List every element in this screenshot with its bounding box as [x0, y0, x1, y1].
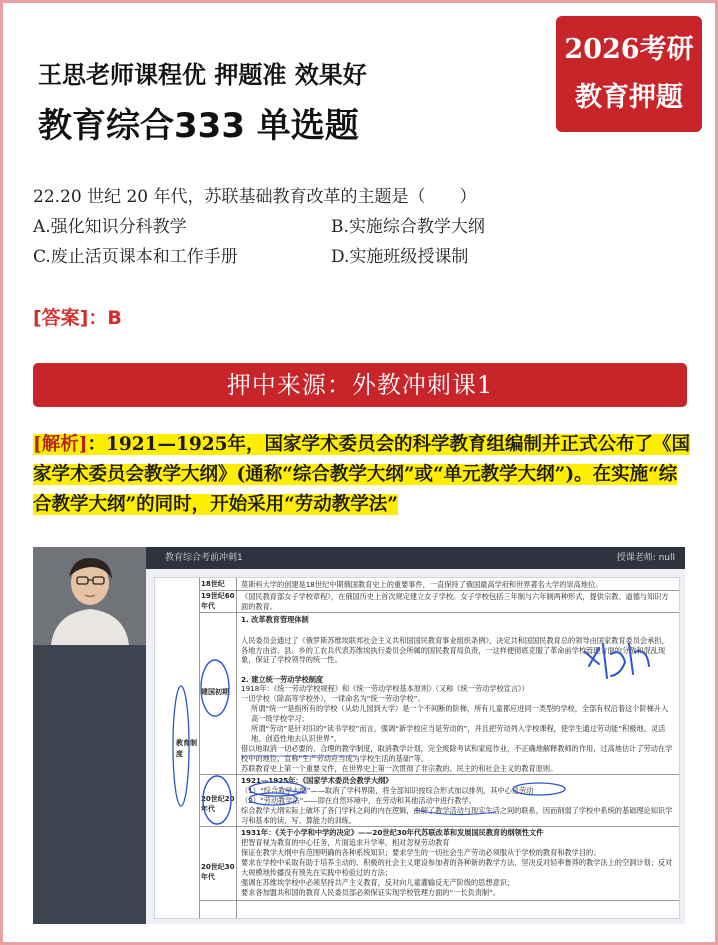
1930s-para-3: 要求在学校中采取有助于培养主动的、积极的社会主义建设参加者的各种新的教学方法，坚决反对轻率鲁莽的教学法上的空洞计划；反对大规模地传播没有预先在实践中检验过的方法；: [241, 858, 673, 877]
answer-value: ：B: [88, 307, 122, 329]
option-b: B.实施综合教学大纲: [331, 217, 485, 237]
option-a: A.强化知识分科教学: [33, 217, 187, 237]
founding-para-5: 借以地取消一切必要的、合理的教学制度，取消教学计划，完全废除考试和家庭作业，不正确地解释教师的作用，过高地估计了劳动在学校中的地位，宣称“生产劳动应当成为学校生活的基础”等。: [241, 744, 673, 763]
founding-para-1: 人民委员会通过了《俄罗斯苏维埃联邦社会主义共和国国民教育事业组织条例》，决定共和国国民教育总的领导由国家教育委员会承担，各地方由省、县、乡的工农兵代表苏维埃执行委员会所属的国民教育局负责，一这样便彻底克服了革命前学校管理方面的分散和混乱现象，保证了学校领导的统一性。: [241, 636, 669, 664]
badge-line-2: 教育押题: [575, 82, 683, 113]
exam-badge: [556, 16, 702, 132]
founding-para-3: 所谓“统一”是指所有的学校（从幼儿园到大学）是一个不间断的阶梯，所有儿童都应进同一类型的学校，全部有权沿着这个阶梯升入高一级学校学习；: [251, 704, 669, 723]
source-bar: 押中来源：外教冲刺课1: [33, 363, 687, 407]
1920s-heading: 1921—1925年：《国家学术委员会教学大纲》: [241, 776, 393, 785]
founding-para-4: 所谓“劳动”是针对旧的“读书学校”而言，强调“新学校应当是劳动的”，并且把劳动列入学校课程，使学生通过劳动能“积极地、灵活地、创造性地去认识世界”。: [251, 724, 666, 743]
notes-table: [154, 577, 680, 919]
1920s-para-3: 综合教学大纲实际上破坏了各门学科之间的内在逻辑，曲解了教学活动与现实生活之间的联系，因而削弱了学校中系统的基础理论知识学习和基本的读、写、算能力的训练。: [241, 806, 673, 825]
tagline: 王思老师课程优 押题准 效果好: [38, 61, 367, 89]
lecture-screenshot: [33, 547, 685, 924]
1920s-para-1: （1）“综合教学大纲”——取消了学科界限，将全部知识按综合形式加以排列，其中心是劳动: [241, 786, 534, 795]
founding-para-2: 一切学校（除高等学校外），一律命名为“统一劳动学校”。: [241, 694, 425, 703]
teacher-webcam: [33, 547, 146, 645]
period-18c: 18世纪: [201, 580, 225, 588]
1920s-para-2: （2）“劳动教学法”——即在自然环境中，在劳动和其他活动中进行教学。: [241, 796, 476, 805]
handwritten-annotations-icon: [155, 578, 679, 918]
1930s-para-4: 强调在苏维埃学校中必须坚持共产主义教育，反对向儿童灌输反无产阶级的思想意识；: [241, 878, 515, 887]
1930s-heading: 1931年：《关于小学和中学的决定》——20世纪30年代苏联改革和发展国民教育的纲领性文件: [241, 828, 544, 837]
period-19c: 19世纪60年代: [201, 592, 235, 610]
founding-heading-1: 1. 改革教育管理体制: [241, 615, 309, 624]
1930s-para-5: 要求各加盟共和国的教育人民委员部必须保证实现学校管理方面的“一长负责制”。: [241, 888, 501, 897]
answer-line: [33, 303, 122, 330]
badge-line-1: 2026考研: [564, 34, 694, 65]
row-19c-text: 《国民教育部女子学校章程》，在俄国历史上首次规定建立女子学校。女子学校包括三年制与六年制两种形式，提供宗教、道德与知识方面的教育。: [241, 592, 669, 611]
period-founding: 建国初期: [201, 688, 229, 696]
lecture-window-title: 教育综合考前冲刺1: [165, 553, 243, 563]
period-1920s: 20世纪20年代: [201, 795, 235, 813]
row-18c-text: 莫斯科大学的创建是18世纪中期俄国教育史上的重要事件，一直保持了俄国最高学府和世界著名大学的崇高地位。: [241, 580, 603, 589]
analysis-label: [解析]: [33, 434, 88, 455]
founding-para-6: 苏联教育史上第一个重要文件，在世界史上第一次贯彻了非宗教的、民主的和社会主义的教育原则。: [241, 764, 558, 773]
option-d: D.实施班级授课制: [331, 247, 469, 267]
lecture-teacher: 授课老师: null: [616, 553, 675, 563]
1930s-para-1: 把智育视为教育的中心任务，片面追求升学率，相对忽视劳动教育: [241, 838, 450, 847]
option-c: C.废止活页课本和工作手册: [33, 247, 238, 267]
teacher-avatar-icon: [33, 547, 146, 645]
founding-heading-2: 2. 建立统一劳动学校制度: [241, 675, 324, 684]
question-stem: 22.20 世纪 20 年代，苏联基础教育改革的主题是（ ）: [33, 187, 477, 207]
1930s-para-2: 保证在教学大纲中有范围明确的各种系统知识；要求学生的一切社会生产劳动必须服从于学校的教育和教学目的；: [241, 848, 601, 857]
analysis-block: [33, 430, 693, 520]
col-education-system: 教育制度: [176, 739, 197, 758]
lecture-slide: [146, 569, 685, 924]
founding-heading-3: 1918年：《统一劳动学校规程》和《统一劳动学校基本原则》（又称《统一劳动学校宣言》）: [241, 684, 529, 693]
analysis-text: ：1921—1925年，国家学术委员会的科学教育组编制并正式公布了《国家学术委员会教学大纲》(通称“综合教学大纲”或“单元教学大纲”)。在实施“综合教学大纲”的同时，开始采用“劳动教学法”: [33, 434, 690, 515]
answer-label: [答案]: [33, 307, 89, 329]
period-1930s: 20世纪30年代: [201, 863, 235, 881]
question-block: [33, 182, 485, 272]
page-title: 教育综合333 单选题: [38, 106, 359, 146]
